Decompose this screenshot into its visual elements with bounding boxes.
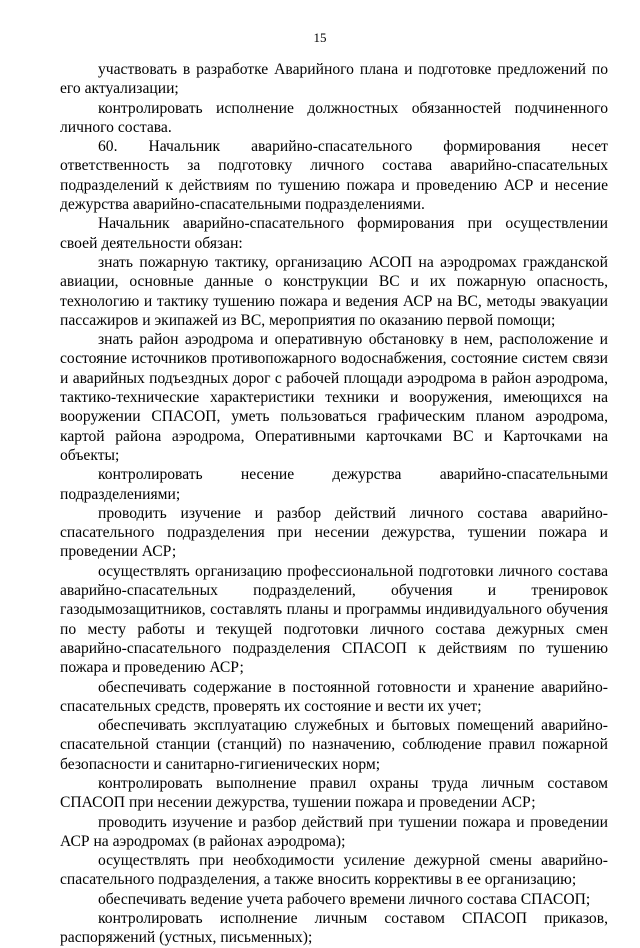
paragraph: знать пожарную тактику, организацию АСОП на аэродромах гражданской авиации, основные данные о конструкции ВС и их пожарную опасность, технологию и тактику тушению пожара и ведения АСР на ВС, методы эвакуации пассажиров и экипажей из ВС, мероприятия по оказанию первой помощи; (60, 253, 608, 329)
paragraph: 60. Начальник аварийно-спасательного формирования несет ответственность за подготовку личного состава аварийно-спасательных подразделений к действиям по тушению пожара и проведению АСР и несение дежурства аварийно-спасательными подразделениями. (60, 138, 608, 214)
paragraph: контролировать выполнение правил охраны труда личным составом СПАСОП при несении дежурства, тушении пожара и проведении АСР; (60, 774, 608, 812)
paragraph: проводить изучение и разбор действий при тушении пожара и проведении АСР на аэродромах (в районах аэродрома); (60, 813, 608, 850)
paragraph: осуществлять организацию профессиональной подготовки личного состава аварийно-спасательных подразделений, обучения и тренировок газодымозащитников, составлять планы и программы индивидуального обучения по месту работы и текущей подготовки личного состава дежурных смен аварийно-спасательного подразделения СПАСОП к действиям по тушению пожара и проведению АСР; (60, 562, 608, 677)
page-number: 15 (313, 30, 327, 45)
paragraph: осуществлять при необходимости усиление дежурной смены аварийно-спасательного подразделения, а также вносить коррективы в ее организацию; (60, 852, 608, 889)
paragraph: Начальник аварийно-спасательного формирования при осуществлении своей деятельности обязан: (60, 215, 608, 252)
paragraph: участвовать в разработке Аварийного плана и подготовке предложений по его актуализации; (60, 61, 608, 98)
paragraph: обеспечивать ведение учета рабочего времени личного состава СПАСОП; (98, 890, 591, 908)
paragraph: проводить изучение и разбор действий личного состава аварийно-спасательного подразделения при несении дежурства, тушении пожара и проведении АСР; (60, 504, 608, 561)
paragraph: обеспечивать эксплуатацию служебных и бытовых помещений аварийно-спасательной станции (станций) по назначению, соблюдение правил пожарной безопасности и санитарно-гигиенических норм; (60, 717, 608, 773)
paragraph: знать район аэродрома и оперативную обстановку в нем, расположение и состояние источников противопожарного водоснабжения, состояние систем связи и аварийных подъездных дорог с рабочей площади аэродрома в район аэродрома, тактико-технические характеристики техники и вооружения, имеющихся на вооружении СПАСОП, уметь пользоваться графическим планом аэродрома, картой района аэродрома, Оперативными карточками ВС и Карточками на объекты; (60, 331, 608, 464)
body-text (60, 60, 608, 948)
paragraph: контролировать исполнение личным составом СПАСОП приказов, распоряжений (устных, письменных); (60, 910, 608, 947)
paragraph: контролировать несение дежурства аварийно-спасательными подразделениями; (60, 466, 608, 503)
paragraph: контролировать исполнение должностных обязанностей подчиненного личного состава. (60, 99, 608, 136)
paragraph: обеспечивать содержание в постоянной готовности и хранение аварийно-спасательных средств, проверять их состояние и вести их учет; (60, 678, 608, 715)
